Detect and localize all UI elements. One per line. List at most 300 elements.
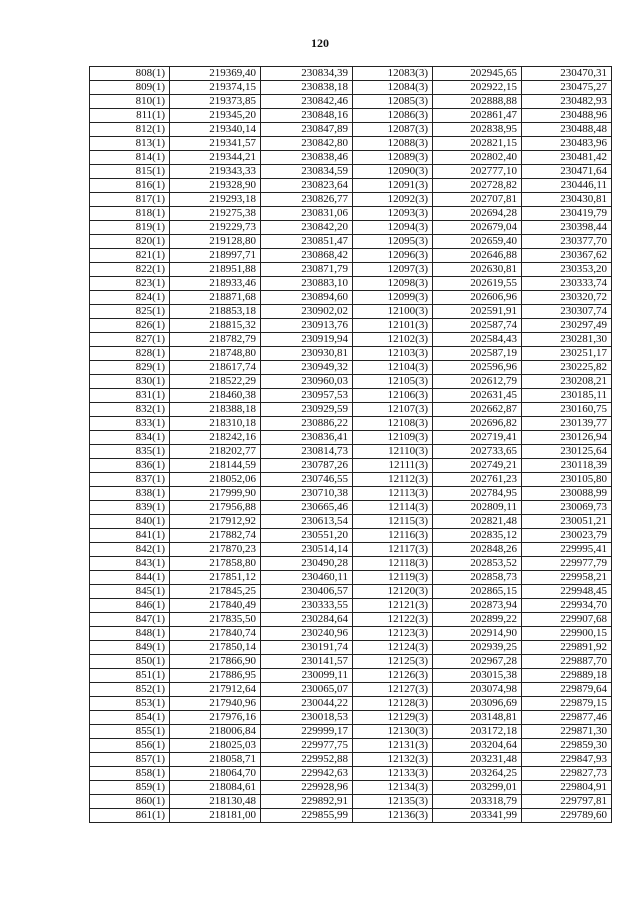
point-id-cell: 12110(3) xyxy=(353,445,433,459)
x-coordinate-cell: 203204,64 xyxy=(433,739,522,753)
x-coordinate-cell: 219343,33 xyxy=(170,165,261,179)
y-coordinate-cell: 230023,79 xyxy=(522,529,612,543)
y-coordinate-cell: 229977,79 xyxy=(522,557,612,571)
point-id-cell: 12120(3) xyxy=(353,585,433,599)
x-coordinate-cell: 202584,43 xyxy=(433,333,522,347)
table-row xyxy=(90,417,612,431)
y-coordinate-cell: 230185,11 xyxy=(522,389,612,403)
y-coordinate-cell: 229952,88 xyxy=(261,753,353,767)
x-coordinate-cell: 219293,18 xyxy=(170,193,261,207)
y-coordinate-cell: 230018,53 xyxy=(261,711,353,725)
table-row xyxy=(90,67,612,81)
x-coordinate-cell: 202587,19 xyxy=(433,347,522,361)
x-coordinate-cell: 202967,28 xyxy=(433,655,522,669)
y-coordinate-cell: 230118,39 xyxy=(522,459,612,473)
table-row xyxy=(90,249,612,263)
table-row xyxy=(90,641,612,655)
point-id-cell: 831(1) xyxy=(90,389,170,403)
y-coordinate-cell: 230834,39 xyxy=(261,67,353,81)
x-coordinate-cell: 218815,32 xyxy=(170,319,261,333)
table-row xyxy=(90,585,612,599)
y-coordinate-cell: 230868,42 xyxy=(261,249,353,263)
y-coordinate-cell: 230208,21 xyxy=(522,375,612,389)
x-coordinate-cell: 202728,82 xyxy=(433,179,522,193)
y-coordinate-cell: 230446,11 xyxy=(522,179,612,193)
table-row xyxy=(90,389,612,403)
x-coordinate-cell: 219275,38 xyxy=(170,207,261,221)
point-id-cell: 12089(3) xyxy=(353,151,433,165)
table-row xyxy=(90,795,612,809)
point-id-cell: 855(1) xyxy=(90,725,170,739)
point-id-cell: 848(1) xyxy=(90,627,170,641)
y-coordinate-cell: 230710,38 xyxy=(261,487,353,501)
x-coordinate-cell: 202591,91 xyxy=(433,305,522,319)
point-id-cell: 816(1) xyxy=(90,179,170,193)
x-coordinate-cell: 202922,15 xyxy=(433,81,522,95)
point-id-cell: 839(1) xyxy=(90,501,170,515)
x-coordinate-cell: 217845,25 xyxy=(170,585,261,599)
point-id-cell: 12121(3) xyxy=(353,599,433,613)
x-coordinate-cell: 217912,92 xyxy=(170,515,261,529)
y-coordinate-cell: 230475,27 xyxy=(522,81,612,95)
point-id-cell: 830(1) xyxy=(90,375,170,389)
y-coordinate-cell: 230191,74 xyxy=(261,641,353,655)
y-coordinate-cell: 230125,64 xyxy=(522,445,612,459)
y-coordinate-cell: 230514,14 xyxy=(261,543,353,557)
table-row xyxy=(90,697,612,711)
x-coordinate-cell: 202848,26 xyxy=(433,543,522,557)
point-id-cell: 12098(3) xyxy=(353,277,433,291)
table-row xyxy=(90,557,612,571)
x-coordinate-cell: 203074,98 xyxy=(433,683,522,697)
y-coordinate-cell: 230957,53 xyxy=(261,389,353,403)
y-coordinate-cell: 230665,46 xyxy=(261,501,353,515)
point-id-cell: 12130(3) xyxy=(353,725,433,739)
x-coordinate-cell: 202646,88 xyxy=(433,249,522,263)
y-coordinate-cell: 230377,70 xyxy=(522,235,612,249)
point-id-cell: 824(1) xyxy=(90,291,170,305)
y-coordinate-cell: 230320,72 xyxy=(522,291,612,305)
table-row xyxy=(90,683,612,697)
point-id-cell: 854(1) xyxy=(90,711,170,725)
y-coordinate-cell: 229942,63 xyxy=(261,767,353,781)
x-coordinate-cell: 218997,71 xyxy=(170,249,261,263)
point-id-cell: 12095(3) xyxy=(353,235,433,249)
point-id-cell: 12136(3) xyxy=(353,809,433,823)
y-coordinate-cell: 230823,64 xyxy=(261,179,353,193)
table-row xyxy=(90,739,612,753)
point-id-cell: 828(1) xyxy=(90,347,170,361)
table-row xyxy=(90,753,612,767)
point-id-cell: 12132(3) xyxy=(353,753,433,767)
x-coordinate-cell: 202733,65 xyxy=(433,445,522,459)
point-id-cell: 12093(3) xyxy=(353,207,433,221)
point-id-cell: 12109(3) xyxy=(353,431,433,445)
point-id-cell: 819(1) xyxy=(90,221,170,235)
point-id-cell: 856(1) xyxy=(90,739,170,753)
point-id-cell: 12104(3) xyxy=(353,361,433,375)
x-coordinate-cell: 202821,15 xyxy=(433,137,522,151)
x-coordinate-cell: 219229,73 xyxy=(170,221,261,235)
x-coordinate-cell: 202662,87 xyxy=(433,403,522,417)
y-coordinate-cell: 229900,15 xyxy=(522,627,612,641)
table-row xyxy=(90,347,612,361)
y-coordinate-cell: 230088,99 xyxy=(522,487,612,501)
point-id-cell: 12105(3) xyxy=(353,375,433,389)
y-coordinate-cell: 230826,77 xyxy=(261,193,353,207)
x-coordinate-cell: 202939,25 xyxy=(433,641,522,655)
x-coordinate-cell: 218310,18 xyxy=(170,417,261,431)
y-coordinate-cell: 230160,75 xyxy=(522,403,612,417)
table-row xyxy=(90,711,612,725)
point-id-cell: 12083(3) xyxy=(353,67,433,81)
point-id-cell: 812(1) xyxy=(90,123,170,137)
y-coordinate-cell: 230838,46 xyxy=(261,151,353,165)
y-coordinate-cell: 230929,59 xyxy=(261,403,353,417)
y-coordinate-cell: 229887,70 xyxy=(522,655,612,669)
x-coordinate-cell: 217956,88 xyxy=(170,501,261,515)
table-row xyxy=(90,109,612,123)
y-coordinate-cell: 229977,75 xyxy=(261,739,353,753)
y-coordinate-cell: 230481,42 xyxy=(522,151,612,165)
y-coordinate-cell: 229855,99 xyxy=(261,809,353,823)
x-coordinate-cell: 217882,74 xyxy=(170,529,261,543)
y-coordinate-cell: 229907,68 xyxy=(522,613,612,627)
x-coordinate-cell: 218460,38 xyxy=(170,389,261,403)
point-id-cell: 12090(3) xyxy=(353,165,433,179)
x-coordinate-cell: 219374,15 xyxy=(170,81,261,95)
x-coordinate-cell: 219345,20 xyxy=(170,109,261,123)
x-coordinate-cell: 218782,79 xyxy=(170,333,261,347)
point-id-cell: 12106(3) xyxy=(353,389,433,403)
y-coordinate-cell: 229891,92 xyxy=(522,641,612,655)
x-coordinate-cell: 202838,95 xyxy=(433,123,522,137)
point-id-cell: 12134(3) xyxy=(353,781,433,795)
x-coordinate-cell: 218933,46 xyxy=(170,277,261,291)
table-row xyxy=(90,235,612,249)
point-id-cell: 12131(3) xyxy=(353,739,433,753)
table-row xyxy=(90,473,612,487)
y-coordinate-cell: 230787,26 xyxy=(261,459,353,473)
y-coordinate-cell: 229995,41 xyxy=(522,543,612,557)
x-coordinate-cell: 203318,79 xyxy=(433,795,522,809)
x-coordinate-cell: 202899,22 xyxy=(433,613,522,627)
point-id-cell: 852(1) xyxy=(90,683,170,697)
x-coordinate-cell: 219340,14 xyxy=(170,123,261,137)
x-coordinate-cell: 218202,77 xyxy=(170,445,261,459)
point-id-cell: 12091(3) xyxy=(353,179,433,193)
point-id-cell: 12118(3) xyxy=(353,557,433,571)
point-id-cell: 851(1) xyxy=(90,669,170,683)
table-row xyxy=(90,221,612,235)
table-row xyxy=(90,571,612,585)
x-coordinate-cell: 202749,21 xyxy=(433,459,522,473)
y-coordinate-cell: 230490,28 xyxy=(261,557,353,571)
x-coordinate-cell: 217840,49 xyxy=(170,599,261,613)
table-row xyxy=(90,543,612,557)
y-coordinate-cell: 229804,91 xyxy=(522,781,612,795)
y-coordinate-cell: 230281,30 xyxy=(522,333,612,347)
point-id-cell: 845(1) xyxy=(90,585,170,599)
x-coordinate-cell: 202631,45 xyxy=(433,389,522,403)
point-id-cell: 808(1) xyxy=(90,67,170,81)
x-coordinate-cell: 219344,21 xyxy=(170,151,261,165)
y-coordinate-cell: 229958,21 xyxy=(522,571,612,585)
point-id-cell: 12126(3) xyxy=(353,669,433,683)
y-coordinate-cell: 230069,73 xyxy=(522,501,612,515)
x-coordinate-cell: 218058,71 xyxy=(170,753,261,767)
point-id-cell: 12115(3) xyxy=(353,515,433,529)
y-coordinate-cell: 230836,41 xyxy=(261,431,353,445)
point-id-cell: 12119(3) xyxy=(353,571,433,585)
y-coordinate-cell: 230831,06 xyxy=(261,207,353,221)
x-coordinate-cell: 202694,28 xyxy=(433,207,522,221)
table-row xyxy=(90,459,612,473)
point-id-cell: 858(1) xyxy=(90,767,170,781)
point-id-cell: 811(1) xyxy=(90,109,170,123)
x-coordinate-cell: 202630,81 xyxy=(433,263,522,277)
point-id-cell: 832(1) xyxy=(90,403,170,417)
table-row xyxy=(90,277,612,291)
y-coordinate-cell: 230139,77 xyxy=(522,417,612,431)
table-row xyxy=(90,515,612,529)
y-coordinate-cell: 230851,47 xyxy=(261,235,353,249)
table-row xyxy=(90,361,612,375)
point-id-cell: 12108(3) xyxy=(353,417,433,431)
y-coordinate-cell: 230838,18 xyxy=(261,81,353,95)
x-coordinate-cell: 218522,29 xyxy=(170,375,261,389)
point-id-cell: 12116(3) xyxy=(353,529,433,543)
y-coordinate-cell: 229948,45 xyxy=(522,585,612,599)
table-row xyxy=(90,445,612,459)
point-id-cell: 12087(3) xyxy=(353,123,433,137)
point-id-cell: 825(1) xyxy=(90,305,170,319)
x-coordinate-cell: 217870,23 xyxy=(170,543,261,557)
x-coordinate-cell: 217850,14 xyxy=(170,641,261,655)
table-row xyxy=(90,319,612,333)
table-row xyxy=(90,81,612,95)
x-coordinate-cell: 217912,64 xyxy=(170,683,261,697)
point-id-cell: 838(1) xyxy=(90,487,170,501)
y-coordinate-cell: 230333,55 xyxy=(261,599,353,613)
point-id-cell: 827(1) xyxy=(90,333,170,347)
point-id-cell: 12086(3) xyxy=(353,109,433,123)
table-row xyxy=(90,655,612,669)
y-coordinate-cell: 230842,80 xyxy=(261,137,353,151)
point-id-cell: 849(1) xyxy=(90,641,170,655)
y-coordinate-cell: 230051,21 xyxy=(522,515,612,529)
point-id-cell: 847(1) xyxy=(90,613,170,627)
point-id-cell: 841(1) xyxy=(90,529,170,543)
x-coordinate-cell: 217866,90 xyxy=(170,655,261,669)
point-id-cell: 12085(3) xyxy=(353,95,433,109)
y-coordinate-cell: 230367,62 xyxy=(522,249,612,263)
point-id-cell: 12112(3) xyxy=(353,473,433,487)
table-row xyxy=(90,375,612,389)
x-coordinate-cell: 202619,55 xyxy=(433,277,522,291)
x-coordinate-cell: 219341,57 xyxy=(170,137,261,151)
y-coordinate-cell: 230883,10 xyxy=(261,277,353,291)
x-coordinate-cell: 218144,59 xyxy=(170,459,261,473)
y-coordinate-cell: 230551,20 xyxy=(261,529,353,543)
point-id-cell: 860(1) xyxy=(90,795,170,809)
x-coordinate-cell: 202679,04 xyxy=(433,221,522,235)
y-coordinate-cell: 230471,64 xyxy=(522,165,612,179)
point-id-cell: 861(1) xyxy=(90,809,170,823)
x-coordinate-cell: 218617,74 xyxy=(170,361,261,375)
y-coordinate-cell: 230488,48 xyxy=(522,123,612,137)
y-coordinate-cell: 230126,94 xyxy=(522,431,612,445)
table-row xyxy=(90,95,612,109)
x-coordinate-cell: 218853,18 xyxy=(170,305,261,319)
y-coordinate-cell: 230482,93 xyxy=(522,95,612,109)
x-coordinate-cell: 218084,61 xyxy=(170,781,261,795)
table-row xyxy=(90,669,612,683)
x-coordinate-cell: 202821,48 xyxy=(433,515,522,529)
y-coordinate-cell: 230430,81 xyxy=(522,193,612,207)
table-row xyxy=(90,151,612,165)
point-id-cell: 12123(3) xyxy=(353,627,433,641)
point-id-cell: 829(1) xyxy=(90,361,170,375)
point-id-cell: 12092(3) xyxy=(353,193,433,207)
point-id-cell: 12128(3) xyxy=(353,697,433,711)
y-coordinate-cell: 230913,76 xyxy=(261,319,353,333)
table-row xyxy=(90,431,612,445)
y-coordinate-cell: 229847,93 xyxy=(522,753,612,767)
y-coordinate-cell: 230949,32 xyxy=(261,361,353,375)
table-row xyxy=(90,487,612,501)
x-coordinate-cell: 202777,10 xyxy=(433,165,522,179)
table-row xyxy=(90,291,612,305)
point-id-cell: 809(1) xyxy=(90,81,170,95)
point-id-cell: 12133(3) xyxy=(353,767,433,781)
point-id-cell: 846(1) xyxy=(90,599,170,613)
x-coordinate-cell: 202612,79 xyxy=(433,375,522,389)
point-id-cell: 857(1) xyxy=(90,753,170,767)
y-coordinate-cell: 230483,96 xyxy=(522,137,612,151)
x-coordinate-cell: 218951,88 xyxy=(170,263,261,277)
point-id-cell: 823(1) xyxy=(90,277,170,291)
point-id-cell: 12096(3) xyxy=(353,249,433,263)
x-coordinate-cell: 218130,48 xyxy=(170,795,261,809)
point-id-cell: 12107(3) xyxy=(353,403,433,417)
y-coordinate-cell: 230251,17 xyxy=(522,347,612,361)
point-id-cell: 840(1) xyxy=(90,515,170,529)
y-coordinate-cell: 230297,49 xyxy=(522,319,612,333)
point-id-cell: 833(1) xyxy=(90,417,170,431)
point-id-cell: 844(1) xyxy=(90,571,170,585)
x-coordinate-cell: 202587,74 xyxy=(433,319,522,333)
x-coordinate-cell: 203231,48 xyxy=(433,753,522,767)
y-coordinate-cell: 230099,11 xyxy=(261,669,353,683)
y-coordinate-cell: 229877,46 xyxy=(522,711,612,725)
table-row xyxy=(90,725,612,739)
point-id-cell: 12113(3) xyxy=(353,487,433,501)
x-coordinate-cell: 202606,96 xyxy=(433,291,522,305)
x-coordinate-cell: 202945,65 xyxy=(433,67,522,81)
coordinates-table-body xyxy=(90,67,612,823)
point-id-cell: 826(1) xyxy=(90,319,170,333)
x-coordinate-cell: 202853,52 xyxy=(433,557,522,571)
y-coordinate-cell: 230284,64 xyxy=(261,613,353,627)
table-row xyxy=(90,627,612,641)
point-id-cell: 12122(3) xyxy=(353,613,433,627)
x-coordinate-cell: 202719,41 xyxy=(433,431,522,445)
y-coordinate-cell: 229892,91 xyxy=(261,795,353,809)
point-id-cell: 12111(3) xyxy=(353,459,433,473)
x-coordinate-cell: 202888,88 xyxy=(433,95,522,109)
table-row xyxy=(90,263,612,277)
x-coordinate-cell: 202865,15 xyxy=(433,585,522,599)
x-coordinate-cell: 217999,90 xyxy=(170,487,261,501)
x-coordinate-cell: 217840,74 xyxy=(170,627,261,641)
y-coordinate-cell: 230848,16 xyxy=(261,109,353,123)
point-id-cell: 853(1) xyxy=(90,697,170,711)
table-row xyxy=(90,501,612,515)
x-coordinate-cell: 218006,84 xyxy=(170,725,261,739)
point-id-cell: 12100(3) xyxy=(353,305,433,319)
y-coordinate-cell: 230902,02 xyxy=(261,305,353,319)
point-id-cell: 813(1) xyxy=(90,137,170,151)
y-coordinate-cell: 230419,79 xyxy=(522,207,612,221)
point-id-cell: 12101(3) xyxy=(353,319,433,333)
x-coordinate-cell: 219369,40 xyxy=(170,67,261,81)
table-row xyxy=(90,767,612,781)
x-coordinate-cell: 202809,11 xyxy=(433,501,522,515)
table-row xyxy=(90,207,612,221)
x-coordinate-cell: 203148,81 xyxy=(433,711,522,725)
y-coordinate-cell: 230871,79 xyxy=(261,263,353,277)
table-row xyxy=(90,123,612,137)
point-id-cell: 12099(3) xyxy=(353,291,433,305)
x-coordinate-cell: 202761,23 xyxy=(433,473,522,487)
x-coordinate-cell: 218388,18 xyxy=(170,403,261,417)
point-id-cell: 12124(3) xyxy=(353,641,433,655)
table-row xyxy=(90,179,612,193)
x-coordinate-cell: 202784,95 xyxy=(433,487,522,501)
x-coordinate-cell: 202696,82 xyxy=(433,417,522,431)
y-coordinate-cell: 230842,46 xyxy=(261,95,353,109)
x-coordinate-cell: 203299,01 xyxy=(433,781,522,795)
y-coordinate-cell: 229934,70 xyxy=(522,599,612,613)
x-coordinate-cell: 217886,95 xyxy=(170,669,261,683)
y-coordinate-cell: 230960,03 xyxy=(261,375,353,389)
y-coordinate-cell: 230307,74 xyxy=(522,305,612,319)
y-coordinate-cell: 230460,11 xyxy=(261,571,353,585)
point-id-cell: 818(1) xyxy=(90,207,170,221)
page-number: 120 xyxy=(311,36,329,50)
point-id-cell: 822(1) xyxy=(90,263,170,277)
x-coordinate-cell: 203264,25 xyxy=(433,767,522,781)
y-coordinate-cell: 230044,22 xyxy=(261,697,353,711)
point-id-cell: 12094(3) xyxy=(353,221,433,235)
point-id-cell: 815(1) xyxy=(90,165,170,179)
x-coordinate-cell: 217940,96 xyxy=(170,697,261,711)
y-coordinate-cell: 230225,82 xyxy=(522,361,612,375)
x-coordinate-cell: 202659,40 xyxy=(433,235,522,249)
x-coordinate-cell: 203096,69 xyxy=(433,697,522,711)
y-coordinate-cell: 230847,89 xyxy=(261,123,353,137)
x-coordinate-cell: 217835,50 xyxy=(170,613,261,627)
point-id-cell: 810(1) xyxy=(90,95,170,109)
table-row xyxy=(90,165,612,179)
table-row xyxy=(90,333,612,347)
x-coordinate-cell: 202707,81 xyxy=(433,193,522,207)
y-coordinate-cell: 230834,59 xyxy=(261,165,353,179)
point-id-cell: 12129(3) xyxy=(353,711,433,725)
y-coordinate-cell: 230919,94 xyxy=(261,333,353,347)
x-coordinate-cell: 218242,16 xyxy=(170,431,261,445)
